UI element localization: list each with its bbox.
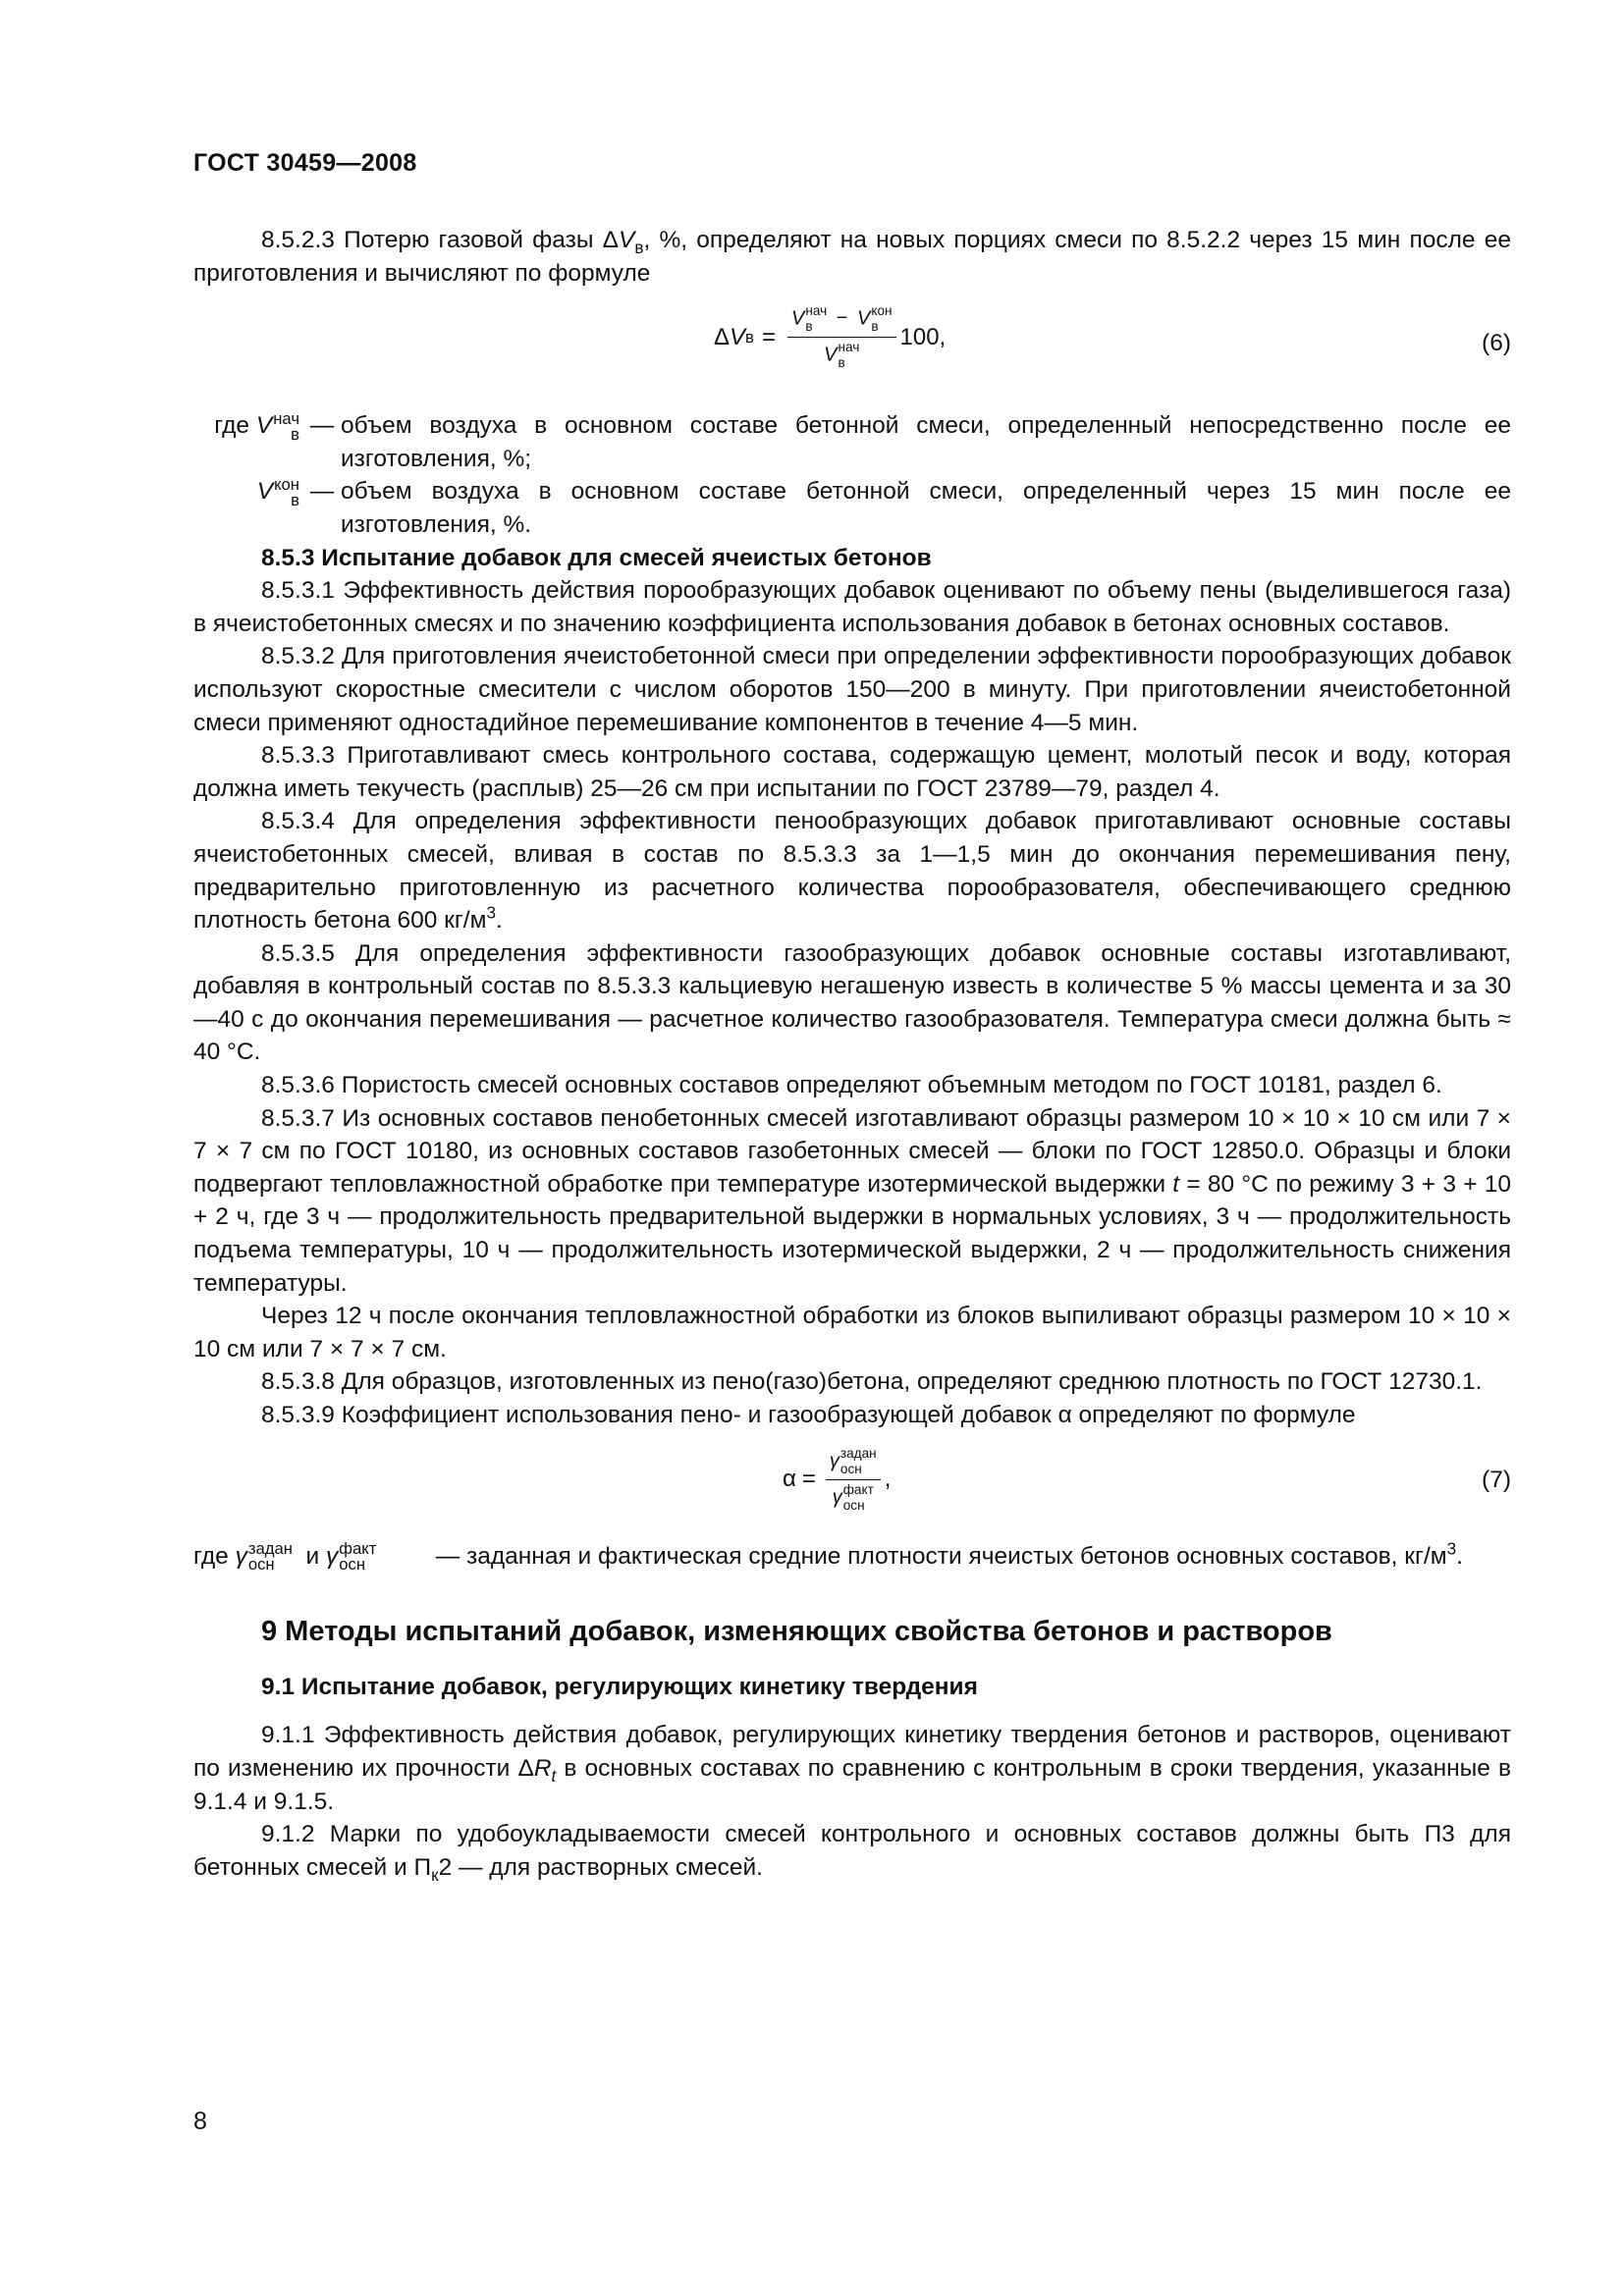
formula-6-number: (6): [1482, 330, 1511, 357]
paragraph-8534: 8.5.3.4 Для определения эффективности пенообразующих добавок приготавливают основные составы ячеистобетонных смесей, вливая в состав по 8.5.3.3 за 1—1,5 мин до окончания перемешивания пену, предварительно приготовленную из расчетного количества порообразователя, обеспечивающего среднюю плотность бетона 600 $кг/м^3$.: [193, 808, 1511, 934]
paragraph-8537-cont: Через 12 ч после окончания тепловлажностной обработки из блоков выпиливают образцы размером 10 × 10 × 10 см или 7 × 7 × 7 см.: [193, 1303, 1511, 1362]
paragraph-8539: 8.5.3.9 Коэффициент использования пено- и газообразующей добавок α определяют по формуле: [261, 1402, 1356, 1428]
paragraph-8537: 8.5.3.7 Из основных составов пенобетонных смесей изготавливают образцы размером 10 × 10 × 10 см или 7 × 7 × 7 см по ГОСТ 10180, из основных составов газобетонных смесей — блоки по ГОСТ 12850.0. Образцы и блоки подвергают тепловлажностной обработке при температуре изотермической выдержки t = 80 °С по режиму 3 + 3 + 10 + 2 ч, где 3 ч — продолжительность предварительной выдержки в нормальных условиях, 3 ч — продолжительность подъема температуры, 10 ч — продолжительность изотермической выдержки, 2 ч — продолжительность снижения температуры.: [193, 1104, 1511, 1297]
paragraph-8533: 8.5.3.3 Приготавливают смесь контрольного состава, содержащую цемент, молотый песок и воду, которая должна иметь текучесть (расплыв) 25—26 см при испытании по ГОСТ 23789—79, раздел 4.: [193, 742, 1511, 802]
paragraph-8523: 8.5.2.3 Потерю газовой фазы $\Delta V_в$, %, определяют на новых порциях смеси по 8.5.2.2 через 15 мин после ее приготовления и вычисляют по формуле: [193, 227, 1511, 287]
formula-7-legend: где γ задан осн и γ факт осн — заданная и фактическая средние плотности ячеистых бетонов основных составов, $кг/м^3$.: [193, 1538, 1463, 1575]
section-853-title: 8.5.3 Испытание добавок для смесей ячеистых бетонов: [261, 544, 932, 571]
paragraph-8535: 8.5.3.5 Для определения эффективности газообразующих добавок основные составы изготавливают, добавляя в контрольный состав по 8.5.3.3 кальциевую негашеную известь в количестве 5 % массы цемента и за 30—40 с до окончания перемешивания — расчетное количество газообразователя. Температура смеси должна быть ≈ 40 °С.: [193, 939, 1511, 1066]
formula-6: [193, 294, 1511, 400]
formula-7: [193, 1436, 1511, 1530]
formula-6-legend: где V нач в — объем воздуха в основном составе бетонной смеси, определенный непосредственно после ее изготовления, %; V кон в — объем воздуха в основном составе бетонной смеси, определенный через 15 мин после ее изготовления, %.: [214, 408, 1511, 538]
section-91-title: 9.1 Испытание добавок, регулирующих кинетику твердения: [261, 1673, 978, 1700]
formula-7-expression: α = γ задан осн γ факт осн ,: [783, 1445, 892, 1513]
section-9-title: 9 Методы испытаний добавок, изменяющих свойства бетонов и растворов: [261, 1616, 1332, 1648]
paragraph-912: 9.1.2 Марки по удобоукладываемости смесей контрольного и основных составов должны быть П3 для бетонных смесей и $П_к2$ — для растворных смесей.: [193, 1821, 1511, 1885]
paragraph-911: 9.1.1 Эффективность действия добавок, регулирующих кинетику твердения бетонов и растворов, оценивают по изменению их прочности $\Delta R_t$ в основных составах по сравнению с контрольным в сроки твердения, указанные в 9.1.4 и 9.1.5.: [193, 1722, 1511, 1815]
paragraph-8531: 8.5.3.1 Эффективность действия порообразующих добавок оценивают по объему пены (выделившегося газа) в ячеистобетонных смесях и по значению коэффициента использования добавок в бетонах основных составов.: [193, 577, 1511, 637]
formula-6-fraction: V нач в − V кон в V нач в: [787, 303, 896, 371]
page-number: 8: [193, 2108, 207, 2135]
document-header: ГОСТ 30459—2008: [193, 149, 417, 177]
formula-7-number: (7): [1482, 1466, 1511, 1493]
paragraph-8532: 8.5.3.2 Для приготовления ячеистобетонной смеси при определении эффективности порообразующих добавок используют скоростные смесители с числом оборотов 150—200 в минуту. При приготовлении ячеистобетонной смеси применяют одностадийное перемешивание компонентов в течение 4—5 мин.: [193, 643, 1511, 736]
formula-6-expression: Δ V в = V нач в − V кон в V нач в 100,: [714, 303, 947, 371]
document-body: [193, 224, 1511, 1884]
formula-7-fraction: γ задан осн γ факт осн: [826, 1446, 881, 1514]
paragraph-8538: 8.5.3.8 Для образцов, изготовленных из пено(газо)бетона, определяют среднюю плотность по ГОСТ 12730.1.: [261, 1368, 1483, 1396]
paragraph-8536: 8.5.3.6 Пористость смесей основных составов определяют объемным методом по ГОСТ 10181, раздел 6.: [261, 1072, 1442, 1099]
